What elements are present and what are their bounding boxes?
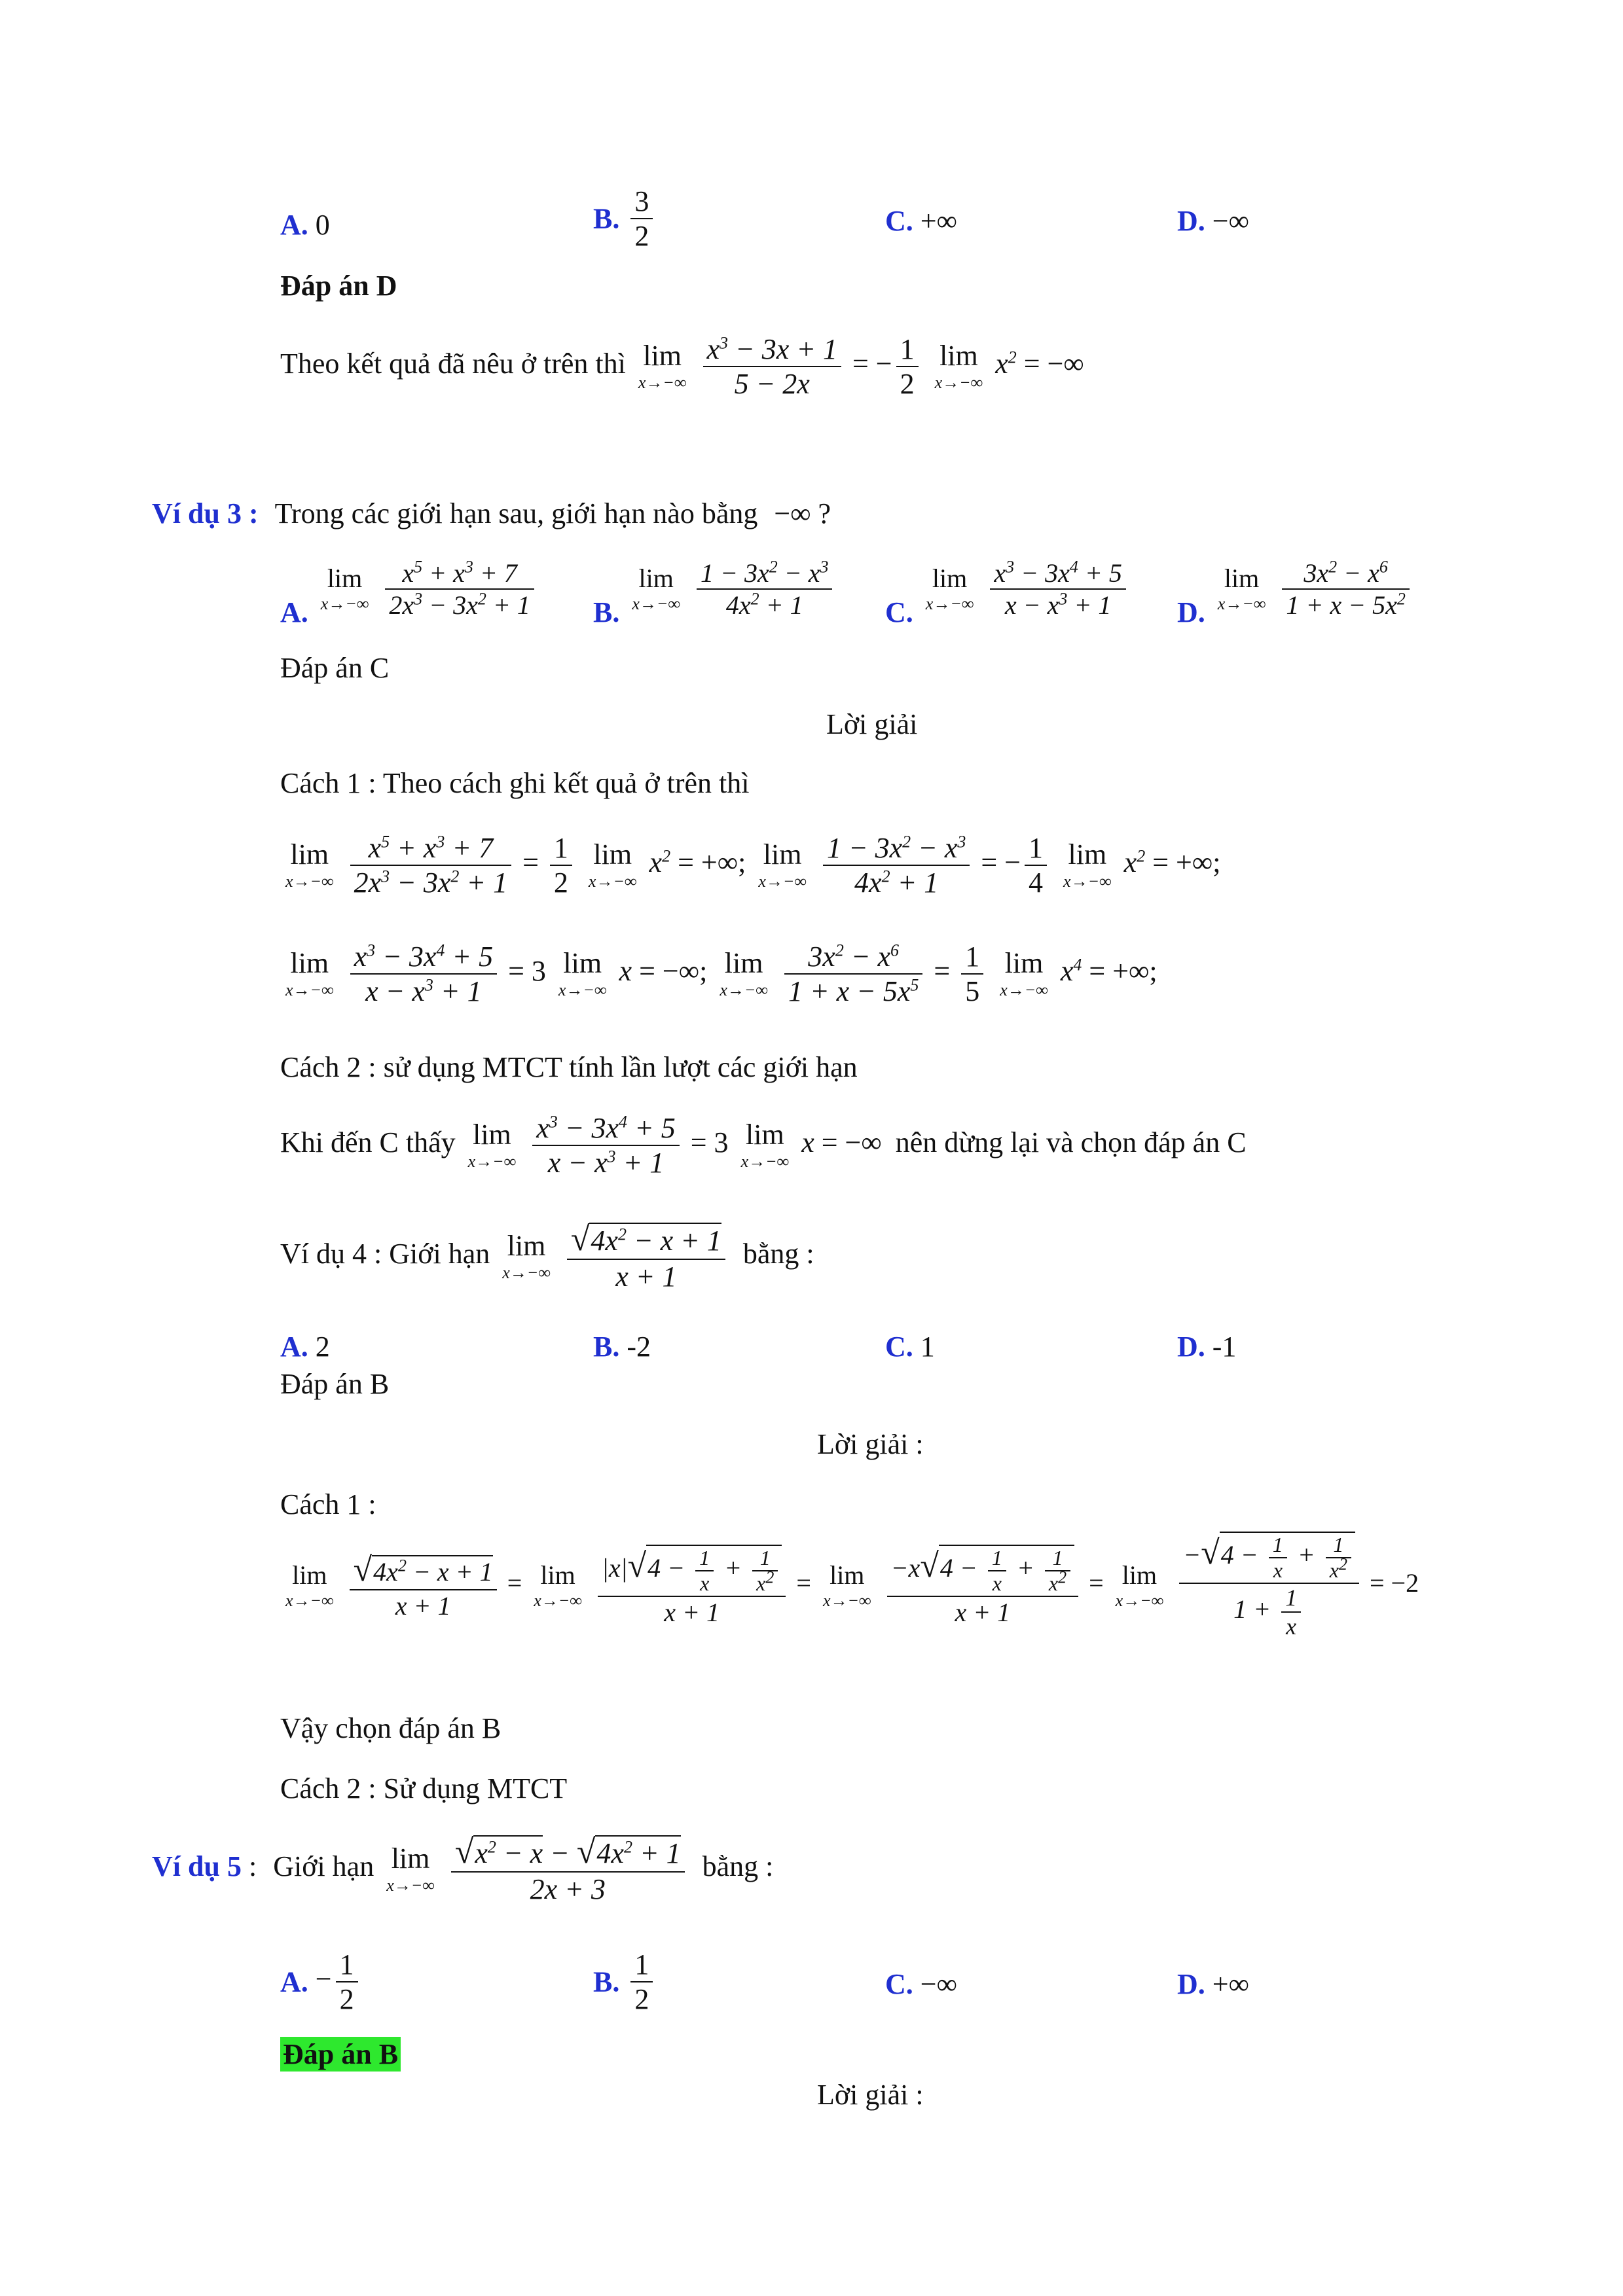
ex5-choice-b: B. $\frac{1}{2}$ [593, 1948, 657, 2016]
ex3-method2: Cách 2 : sử dụng MTCT tính lần lượt các giới hạn [280, 1051, 858, 1083]
choice-b: B. $\frac{3}{2}$ [593, 185, 657, 253]
ex3-method2-line: Khi đến C thấy lim x→−∞ $\frac{x^3 - 3x^4 + 5}{x - x^3 + 1}$ = 3 lim x→−∞ x = −∞ nên dừng lại và chọn đáp án C [280, 1112, 1247, 1179]
ex4-conclusion: Vậy chọn đáp án B [280, 1712, 501, 1744]
ex3-choice-a: A. lim x→−∞ $\frac{x^5 + x^3 + 7}{2x^3 - 3x^2 + 1}$ [280, 558, 538, 620]
ex4-method2: Cách 2 : Sử dụng MTCT [280, 1772, 568, 1804]
example-3-header: Ví dụ 3 : Trong các giới hạn sau, giới hạn nào bằng −∞ ? [152, 497, 831, 529]
ex4-header: Ví dụ 4 : Giới hạn lim x→−∞ $\frac{√4x^2 - x + 1}{x + 1}$ bằng : [280, 1221, 814, 1293]
answer-prev: Đáp án D [280, 270, 397, 302]
ex3-choice-c: C. lim x→−∞ $\frac{x^3 - 3x^4 + 5}{x - x^3 + 1}$ [885, 558, 1130, 620]
explain-prev: Theo kết quả đã nêu ở trên thì lim x→−∞ $\frac{x^3 - 3x + 1}{5 - 2x}$ = − $\frac{1}{2}$ lim x→−∞ $x^2$ = −∞ [280, 333, 1084, 400]
ex4-choice-c: C. 1 [885, 1331, 935, 1363]
ex4-answer: Đáp án B [280, 1368, 390, 1400]
ex3-method1: Cách 1 : Theo cách ghi kết quả ở trên thì [280, 767, 750, 799]
ex4-choice-d: D. -1 [1177, 1331, 1237, 1363]
ex4-choice-a: A. 2 [280, 1331, 330, 1363]
ex5-header: Ví dụ 5 : Giới hạn lim x→−∞ $\frac{√x^2 - x - √4x^2 + 1}{2x + 3}$ bằng : [152, 1833, 774, 1905]
ex5-choice-d: D. +∞ [1177, 1968, 1249, 2000]
ex3-answer: Đáp án C [280, 652, 390, 684]
choice-d: D. −∞ [1177, 205, 1249, 237]
ex3-solution-title: Lời giải [826, 708, 918, 740]
ex4-derivation: lim x→−∞ $\frac{√4x^2 - x + 1}{x + 1}$ = lim x→−∞ |x|√4 − $\frac{1}{x}$ + $\frac{1}{x^2}$ x + 1 = lim x→−∞ −x√4 − $\frac{1}{x}$ + $\frac{1}{x^2}$ x + 1 = lim x→−∞ −√4 − $\frac{1}{x}$ + $\frac{1}{x^2}$ 1 + $\frac{1}{x}$ = −2 [285, 1533, 1419, 1640]
choice-a: A. 0 [280, 209, 330, 241]
ex3-formula-line2: lim x→−∞ $\frac{x^3 - 3x^4 + 5}{x - x^3 + 1}$ = 3 lim x→−∞ x = −∞; lim x→−∞ $\frac{3x^2 - x^6}{1 + x - 5x^5}$ = $\frac{1}{5}$ lim x→−∞ $x^4$ = +∞; [285, 941, 1158, 1007]
ex5-choice-c: C. −∞ [885, 1968, 957, 2000]
ex5-solution-title: Lời giải : [817, 2079, 924, 2111]
ex4-solution-title: Lời giải : [817, 1428, 924, 1460]
choice-c: C. +∞ [885, 205, 957, 237]
ex5-answer: Đáp án B [280, 2038, 401, 2072]
ex4-method1: Cách 1 : [280, 1488, 376, 1520]
ex3-choice-b: B. lim x→−∞ $\frac{1 - 3x^2 - x^3}{4x^2 + 1}$ [593, 558, 836, 620]
ex4-choice-b: B. -2 [593, 1331, 651, 1363]
ex5-choice-a: A. − $\frac{1}{2}$ [280, 1948, 362, 2016]
ex3-choice-d: D. lim x→−∞ $\frac{3x^2 - x^6}{1 + x - 5x^2}$ [1177, 558, 1413, 620]
ex3-formula-line1: lim x→−∞ $\frac{x^5 + x^3 + 7}{2x^3 - 3x^2 + 1}$ = $\frac{1}{2}$ lim x→−∞ $x^2$ = +∞; lim x→−∞ $\frac{1 - 3x^2 - x^3}{4x^2 + 1}$ = − $\frac{1}{4}$ lim x→−∞ $x^2$ = +∞; [285, 832, 1221, 899]
